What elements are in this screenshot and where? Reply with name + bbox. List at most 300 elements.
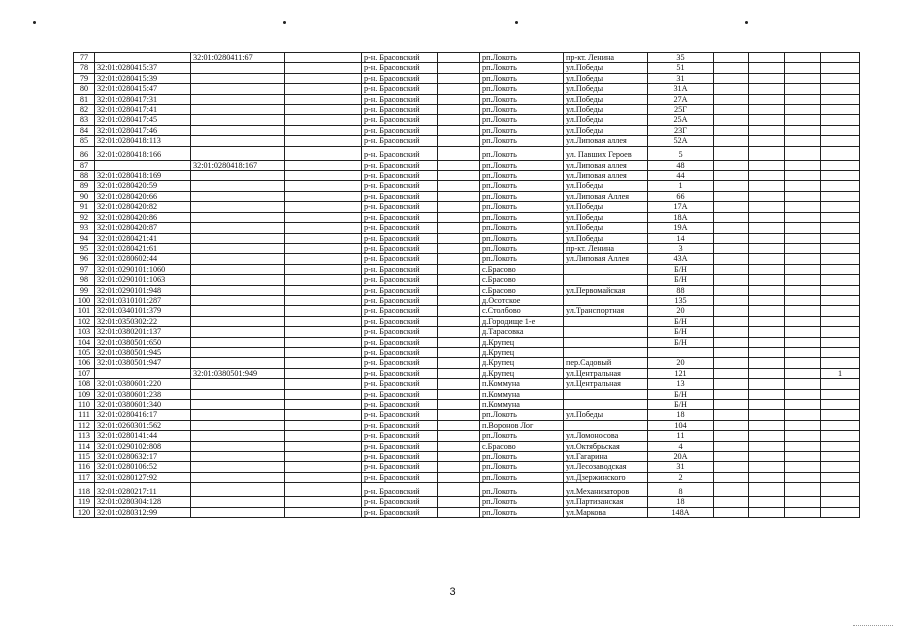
- street-cell: ул.Центральная: [564, 368, 648, 378]
- table-row: [74, 63, 860, 73]
- cadastral-number-cell: 32:01:0280420:82: [95, 202, 191, 212]
- empty-cell: [714, 462, 749, 472]
- cadastral-number-cell: 32:01:0280420:66: [95, 191, 191, 201]
- empty-cell: [438, 243, 480, 253]
- row-number-cell: 82: [74, 105, 95, 115]
- cadastral-number-cell: 32:01:0280127:92: [95, 472, 191, 482]
- cadastral-number-cell: 32:01:0280417:45: [95, 115, 191, 125]
- extra-cell: [821, 347, 860, 357]
- empty-cell: [785, 191, 821, 201]
- table-row: [74, 410, 860, 420]
- table-row: [74, 53, 860, 63]
- district-cell: р-н. Брасовский: [362, 243, 438, 253]
- scan-dot: [745, 21, 748, 24]
- empty-cell: [749, 202, 785, 212]
- extra-cell: [821, 212, 860, 222]
- empty-cell: [714, 191, 749, 201]
- extra-cell: [821, 63, 860, 73]
- empty-cell: [785, 275, 821, 285]
- cadastral-number-alt-cell: [191, 202, 285, 212]
- empty-cell: [749, 53, 785, 63]
- street-cell: ул.Механизаторов: [564, 483, 648, 497]
- cadastral-number-cell: 32:01:0280602:44: [95, 254, 191, 264]
- empty-cell: [438, 462, 480, 472]
- cadastral-number-cell: 32:01:0280420:86: [95, 212, 191, 222]
- table-row: [74, 400, 860, 410]
- cadastral-number-alt-cell: [191, 462, 285, 472]
- settlement-cell: с.Брасово: [480, 264, 564, 274]
- cadastral-number-cell: 32:01:0280421:41: [95, 233, 191, 243]
- empty-cell: [285, 136, 362, 146]
- settlement-cell: рп.Локоть: [480, 181, 564, 191]
- extra-cell: [821, 73, 860, 83]
- empty-cell: [285, 472, 362, 482]
- row-number-cell: 98: [74, 275, 95, 285]
- settlement-cell: рп.Локоть: [480, 136, 564, 146]
- cadastral-number-alt-cell: [191, 337, 285, 347]
- row-number-cell: 118: [74, 483, 95, 497]
- empty-cell: [714, 254, 749, 264]
- empty-cell: [438, 254, 480, 264]
- empty-cell: [749, 507, 785, 517]
- empty-cell: [285, 125, 362, 135]
- empty-cell: [785, 358, 821, 368]
- cadastral-number-alt-cell: [191, 472, 285, 482]
- settlement-cell: с.Столбово: [480, 306, 564, 316]
- empty-cell: [749, 400, 785, 410]
- street-cell: [564, 264, 648, 274]
- house-number-cell: 25Г: [648, 105, 714, 115]
- empty-cell: [749, 136, 785, 146]
- cadastral-number-alt-cell: [191, 63, 285, 73]
- house-number-cell: Б/Н: [648, 264, 714, 274]
- district-cell: р-н. Брасовский: [362, 146, 438, 160]
- empty-cell: [285, 160, 362, 170]
- row-number-cell: 86: [74, 146, 95, 160]
- street-cell: [564, 420, 648, 430]
- cadastral-number-cell: 32:01:0380601:238: [95, 389, 191, 399]
- empty-cell: [785, 368, 821, 378]
- empty-cell: [785, 53, 821, 63]
- cadastral-number-cell: 32:01:0280418:113: [95, 136, 191, 146]
- empty-cell: [714, 115, 749, 125]
- house-number-cell: 13: [648, 379, 714, 389]
- extra-cell: [821, 105, 860, 115]
- cadastral-number-cell: 32:01:0380601:340: [95, 400, 191, 410]
- district-cell: р-н. Брасовский: [362, 389, 438, 399]
- empty-cell: [285, 243, 362, 253]
- district-cell: р-н. Брасовский: [362, 400, 438, 410]
- cadastral-number-cell: [95, 53, 191, 63]
- row-number-cell: 120: [74, 507, 95, 517]
- empty-cell: [438, 285, 480, 295]
- cadastral-number-alt-cell: [191, 347, 285, 357]
- cadastral-number-cell: 32:01:0350302:22: [95, 316, 191, 326]
- empty-cell: [714, 136, 749, 146]
- settlement-cell: рп.Локоть: [480, 462, 564, 472]
- cadastral-number-cell: 32:01:0380501:945: [95, 347, 191, 357]
- empty-cell: [438, 358, 480, 368]
- settlement-cell: п.Коммуна: [480, 379, 564, 389]
- street-cell: ул.Победы: [564, 125, 648, 135]
- empty-cell: [749, 181, 785, 191]
- house-number-cell: 20: [648, 306, 714, 316]
- empty-cell: [714, 452, 749, 462]
- empty-cell: [285, 389, 362, 399]
- street-cell: ул.Победы: [564, 73, 648, 83]
- cadastral-number-cell: 32:01:0280415:37: [95, 63, 191, 73]
- empty-cell: [285, 295, 362, 305]
- cadastral-number-cell: 32:01:0280415:47: [95, 84, 191, 94]
- settlement-cell: д.Тарасовка: [480, 327, 564, 337]
- cadastral-number-cell: [95, 160, 191, 170]
- cadastral-number-alt-cell: [191, 285, 285, 295]
- cadastral-number-alt-cell: [191, 400, 285, 410]
- empty-cell: [714, 105, 749, 115]
- district-cell: р-н. Брасовский: [362, 452, 438, 462]
- row-number-cell: 110: [74, 400, 95, 410]
- empty-cell: [285, 462, 362, 472]
- page-number: 3: [449, 586, 456, 598]
- extra-cell: [821, 191, 860, 201]
- row-number-cell: 112: [74, 420, 95, 430]
- empty-cell: [785, 295, 821, 305]
- cadastral-number-cell: 32:01:0280418:169: [95, 171, 191, 181]
- settlement-cell: рп.Локоть: [480, 452, 564, 462]
- extra-cell: [821, 181, 860, 191]
- street-cell: ул.Липовая Аллея: [564, 191, 648, 201]
- extra-cell: [821, 264, 860, 274]
- house-number-cell: 135: [648, 295, 714, 305]
- settlement-cell: рп.Локоть: [480, 171, 564, 181]
- house-number-cell: 88: [648, 285, 714, 295]
- cadastral-number-alt-cell: [191, 497, 285, 507]
- extra-cell: [821, 410, 860, 420]
- street-cell: ул.Октябрьская: [564, 441, 648, 451]
- table-row: [74, 223, 860, 233]
- extra-cell: [821, 125, 860, 135]
- scan-dot: [33, 21, 36, 24]
- empty-cell: [714, 243, 749, 253]
- district-cell: р-н. Брасовский: [362, 316, 438, 326]
- empty-cell: [714, 410, 749, 420]
- house-number-cell: [648, 347, 714, 357]
- empty-cell: [438, 84, 480, 94]
- street-cell: ул.Маркова: [564, 507, 648, 517]
- table-row: [74, 347, 860, 357]
- street-cell: пер.Садовый: [564, 358, 648, 368]
- empty-cell: [785, 125, 821, 135]
- table-row: [74, 462, 860, 472]
- cadastral-number-cell: 32:01:0280141:44: [95, 431, 191, 441]
- settlement-cell: с.Брасово: [480, 275, 564, 285]
- empty-cell: [749, 285, 785, 295]
- empty-cell: [714, 181, 749, 191]
- empty-cell: [749, 327, 785, 337]
- empty-cell: [438, 306, 480, 316]
- row-number-cell: 102: [74, 316, 95, 326]
- district-cell: р-н. Брасовский: [362, 233, 438, 243]
- cadastral-number-alt-cell: [191, 125, 285, 135]
- empty-cell: [785, 73, 821, 83]
- house-number-cell: 43А: [648, 254, 714, 264]
- house-number-cell: 5: [648, 146, 714, 160]
- empty-cell: [714, 53, 749, 63]
- empty-cell: [714, 316, 749, 326]
- extra-cell: [821, 275, 860, 285]
- empty-cell: [785, 63, 821, 73]
- empty-cell: [714, 171, 749, 181]
- empty-cell: [785, 441, 821, 451]
- house-number-cell: 23Г: [648, 125, 714, 135]
- district-cell: р-н. Брасовский: [362, 295, 438, 305]
- house-number-cell: 18: [648, 497, 714, 507]
- cadastral-number-cell: 32:01:0280312:99: [95, 507, 191, 517]
- extra-cell: [821, 497, 860, 507]
- house-number-cell: 1: [648, 181, 714, 191]
- district-cell: р-н. Брасовский: [362, 441, 438, 451]
- empty-cell: [714, 160, 749, 170]
- street-cell: ул.Транспортная: [564, 306, 648, 316]
- empty-cell: [749, 73, 785, 83]
- empty-cell: [749, 212, 785, 222]
- empty-cell: [285, 181, 362, 191]
- table-row: [74, 327, 860, 337]
- empty-cell: [714, 400, 749, 410]
- empty-cell: [749, 171, 785, 181]
- row-number-cell: 119: [74, 497, 95, 507]
- settlement-cell: рп.Локоть: [480, 146, 564, 160]
- district-cell: р-н. Брасовский: [362, 462, 438, 472]
- house-number-cell: 31: [648, 73, 714, 83]
- cadastral-number-alt-cell: [191, 441, 285, 451]
- extra-cell: [821, 146, 860, 160]
- cadastral-number-alt-cell: [191, 420, 285, 430]
- house-number-cell: 17А: [648, 202, 714, 212]
- street-cell: ул.Победы: [564, 63, 648, 73]
- empty-cell: [749, 94, 785, 104]
- cadastral-number-alt-cell: [191, 84, 285, 94]
- house-number-cell: 14: [648, 233, 714, 243]
- street-cell: ул.Победы: [564, 223, 648, 233]
- empty-cell: [785, 146, 821, 160]
- empty-cell: [438, 223, 480, 233]
- settlement-cell: рп.Локоть: [480, 115, 564, 125]
- settlement-cell: д.Городище 1-е: [480, 316, 564, 326]
- cadastral-number-alt-cell: 32:01:0280418:167: [191, 160, 285, 170]
- district-cell: р-н. Брасовский: [362, 379, 438, 389]
- empty-cell: [749, 452, 785, 462]
- empty-cell: [285, 202, 362, 212]
- table-row: [74, 94, 860, 104]
- empty-cell: [438, 295, 480, 305]
- empty-cell: [714, 327, 749, 337]
- empty-cell: [785, 243, 821, 253]
- settlement-cell: рп.Локоть: [480, 53, 564, 63]
- street-cell: ул.Липовая аллея: [564, 160, 648, 170]
- settlement-cell: рп.Локоть: [480, 483, 564, 497]
- empty-cell: [749, 472, 785, 482]
- empty-cell: [285, 483, 362, 497]
- empty-cell: [438, 202, 480, 212]
- street-cell: ул.Центральная: [564, 379, 648, 389]
- row-number-cell: 92: [74, 212, 95, 222]
- extra-cell: [821, 337, 860, 347]
- table-body: [74, 53, 860, 518]
- empty-cell: [785, 285, 821, 295]
- empty-cell: [438, 181, 480, 191]
- table-row: [74, 146, 860, 160]
- street-cell: [564, 400, 648, 410]
- house-number-cell: 66: [648, 191, 714, 201]
- cadastral-number-alt-cell: [191, 507, 285, 517]
- house-number-cell: 35: [648, 53, 714, 63]
- settlement-cell: рп.Локоть: [480, 73, 564, 83]
- cadastral-number-cell: 32:01:0380201:137: [95, 327, 191, 337]
- empty-cell: [438, 497, 480, 507]
- table-row: [74, 472, 860, 482]
- district-cell: р-н. Брасовский: [362, 358, 438, 368]
- settlement-cell: д.Крупец: [480, 347, 564, 357]
- table-row: [74, 316, 860, 326]
- empty-cell: [285, 316, 362, 326]
- table-row: [74, 368, 860, 378]
- empty-cell: [714, 441, 749, 451]
- extra-cell: [821, 420, 860, 430]
- empty-cell: [285, 223, 362, 233]
- row-number-cell: 89: [74, 181, 95, 191]
- empty-cell: [285, 191, 362, 201]
- cadastral-number-alt-cell: [191, 316, 285, 326]
- house-number-cell: Б/Н: [648, 400, 714, 410]
- empty-cell: [285, 400, 362, 410]
- extra-cell: [821, 243, 860, 253]
- empty-cell: [714, 420, 749, 430]
- empty-cell: [749, 264, 785, 274]
- empty-cell: [438, 146, 480, 160]
- empty-cell: [714, 483, 749, 497]
- empty-cell: [438, 105, 480, 115]
- empty-cell: [749, 295, 785, 305]
- row-number-cell: 87: [74, 160, 95, 170]
- house-number-cell: Б/Н: [648, 389, 714, 399]
- cadastral-number-cell: 32:01:0380501:947: [95, 358, 191, 368]
- cadastral-number-cell: 32:01:0280417:46: [95, 125, 191, 135]
- street-cell: ул.Победы: [564, 202, 648, 212]
- cadastral-number-cell: 32:01:0280304:128: [95, 497, 191, 507]
- scan-corner-mark: [853, 623, 893, 626]
- table-row: [74, 358, 860, 368]
- empty-cell: [785, 202, 821, 212]
- table-row: [74, 431, 860, 441]
- table-row: [74, 441, 860, 451]
- table-row: [74, 191, 860, 201]
- empty-cell: [438, 347, 480, 357]
- empty-cell: [438, 264, 480, 274]
- cadastral-number-cell: [95, 368, 191, 378]
- cadastral-number-alt-cell: [191, 105, 285, 115]
- house-number-cell: 148А: [648, 507, 714, 517]
- row-number-cell: 117: [74, 472, 95, 482]
- empty-cell: [285, 420, 362, 430]
- empty-cell: [749, 275, 785, 285]
- district-cell: р-н. Брасовский: [362, 275, 438, 285]
- table-row: [74, 254, 860, 264]
- cadastral-number-cell: 32:01:0290101:1060: [95, 264, 191, 274]
- row-number-cell: 106: [74, 358, 95, 368]
- empty-cell: [714, 125, 749, 135]
- house-number-cell: 25А: [648, 115, 714, 125]
- cadastral-number-cell: 32:01:0310101:287: [95, 295, 191, 305]
- table-row: [74, 212, 860, 222]
- empty-cell: [714, 358, 749, 368]
- empty-cell: [714, 347, 749, 357]
- empty-cell: [285, 410, 362, 420]
- cadastral-number-cell: 32:01:0280415:39: [95, 73, 191, 83]
- empty-cell: [438, 53, 480, 63]
- empty-cell: [285, 275, 362, 285]
- empty-cell: [749, 63, 785, 73]
- street-cell: ул.Лесозаводская: [564, 462, 648, 472]
- table-row: [74, 233, 860, 243]
- district-cell: р-н. Брасовский: [362, 420, 438, 430]
- empty-cell: [714, 94, 749, 104]
- row-number-cell: 88: [74, 171, 95, 181]
- street-cell: ул.Партизанская: [564, 497, 648, 507]
- district-cell: р-н. Брасовский: [362, 223, 438, 233]
- settlement-cell: рп.Локоть: [480, 507, 564, 517]
- empty-cell: [714, 146, 749, 160]
- empty-cell: [785, 431, 821, 441]
- empty-cell: [749, 84, 785, 94]
- cadastral-number-alt-cell: [191, 243, 285, 253]
- district-cell: р-н. Брасовский: [362, 160, 438, 170]
- empty-cell: [285, 441, 362, 451]
- settlement-cell: рп.Локоть: [480, 191, 564, 201]
- empty-cell: [285, 327, 362, 337]
- empty-cell: [749, 337, 785, 347]
- row-number-cell: 96: [74, 254, 95, 264]
- empty-cell: [785, 212, 821, 222]
- empty-cell: [785, 507, 821, 517]
- street-cell: [564, 295, 648, 305]
- district-cell: р-н. Брасовский: [362, 472, 438, 482]
- cadastral-number-alt-cell: [191, 275, 285, 285]
- house-number-cell: 51: [648, 63, 714, 73]
- empty-cell: [438, 337, 480, 347]
- district-cell: р-н. Брасовский: [362, 105, 438, 115]
- row-number-cell: 95: [74, 243, 95, 253]
- empty-cell: [749, 146, 785, 160]
- empty-cell: [285, 146, 362, 160]
- empty-cell: [438, 316, 480, 326]
- empty-cell: [785, 233, 821, 243]
- street-cell: ул.Липовая аллея: [564, 136, 648, 146]
- house-number-cell: 19А: [648, 223, 714, 233]
- cadastral-number-alt-cell: [191, 115, 285, 125]
- empty-cell: [714, 84, 749, 94]
- row-number-cell: 115: [74, 452, 95, 462]
- row-number-cell: 99: [74, 285, 95, 295]
- cadastral-number-alt-cell: [191, 136, 285, 146]
- empty-cell: [785, 181, 821, 191]
- extra-cell: [821, 84, 860, 94]
- empty-cell: [749, 462, 785, 472]
- empty-cell: [785, 472, 821, 482]
- settlement-cell: рп.Локоть: [480, 125, 564, 135]
- empty-cell: [285, 452, 362, 462]
- house-number-cell: 2: [648, 472, 714, 482]
